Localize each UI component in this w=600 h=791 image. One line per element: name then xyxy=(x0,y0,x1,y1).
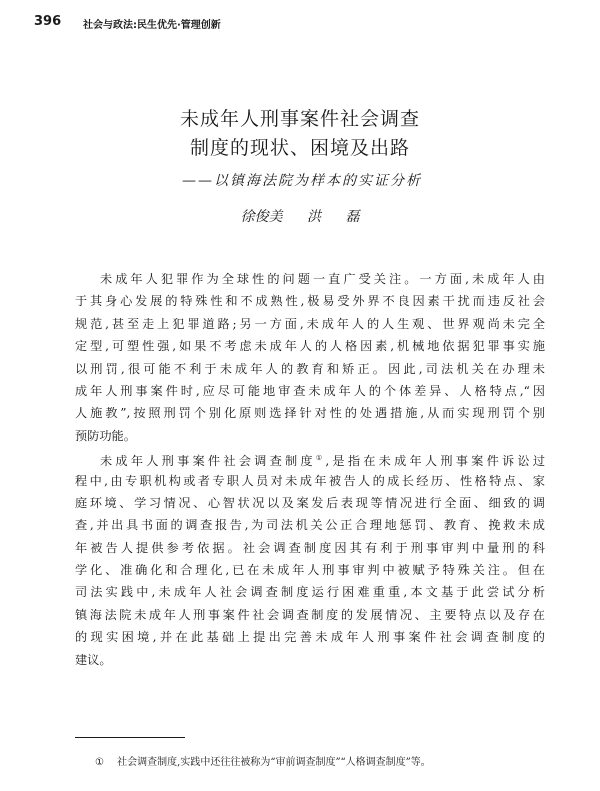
article-title-line-1: 未成年人刑事案件社会调查 xyxy=(179,108,420,130)
text-line: 人施教”,按照刑罚个别化原则选择针对性的处遇措施,从而实现刑罚个别 xyxy=(75,406,545,421)
text-fragment: ,是指在未成年人刑事案件诉讼过 xyxy=(325,454,545,469)
text-line: 学化、准确化和合理化,已在未成年人刑事审判中被赋予特殊关注。但在 xyxy=(75,563,545,578)
text-line: 查,并出具书面的调查报告,为司法机关公正合理地惩罚、教育、挽救未成 xyxy=(75,518,545,533)
footnote-reference[interactable]: ① xyxy=(315,454,326,463)
paragraph-2 xyxy=(75,447,545,671)
text-line: 规范,甚至走上犯罪道路;另一方面,未成年人的人生观、世界观尚未完全 xyxy=(75,316,545,331)
text-line: 于其身心发展的特殊性和不成熟性,极易受外界不良因素干扰而违反社会 xyxy=(75,294,545,309)
text-line: 年被告人提供参考依据。社会调查制度因其有利于刑事审判中量刑的科 xyxy=(75,540,545,555)
paragraph-1 xyxy=(75,268,545,447)
text-line: 预防功能。 xyxy=(75,428,136,443)
text-line: 的现实困境,并在此基础上提出完善未成年人刑事案件社会调查制度的 xyxy=(75,630,545,645)
text-line: 庭环境、学习情况、心智状况以及案发后表现等情况进行全面、细致的调 xyxy=(75,495,545,510)
text-line: 建议。 xyxy=(75,652,112,667)
text-fragment: 未成年人刑事案件社会调查制度 xyxy=(100,454,316,469)
text-line: 未成年人犯罪作为全球性的问题一直广受关注。一方面,未成年人由 xyxy=(100,272,545,286)
text-line: 司法实践中,未成年人社会调查制度运行困难重重,本文基于此尝试分析 xyxy=(75,585,545,600)
text-line: 定型,可塑性强,如果不考虑未成年人的人格因素,机械地依据犯罪事实施 xyxy=(75,339,545,354)
article-title-line-2: 制度的现状、困境及出路 xyxy=(189,137,410,159)
footnote xyxy=(95,753,431,768)
text-line: 成年人刑事案件时,应尽可能地审查未成年人的个体差异、人格特点,“因 xyxy=(75,383,545,398)
text-line: 以刑罚,很可能不利于未成年人的教育和矫正。因此,司法机关在办理未 xyxy=(75,361,545,376)
running-title: 社会与政法:民生优先·管理创新 xyxy=(83,20,221,31)
text-line xyxy=(75,447,545,469)
text-line: 镇海法院未成年人刑事案件社会调查制度的发展情况、主要特点以及存在 xyxy=(75,607,545,622)
page-number: 396 xyxy=(34,14,62,29)
article-authors: 徐俊美 洪 磊 xyxy=(240,209,360,225)
text-line: 程中,由专职机构或者专职人员对未成年被告人的成长经历、性格特点、家 xyxy=(75,473,545,488)
article-body xyxy=(75,268,545,671)
running-header xyxy=(34,14,574,34)
article-subtitle: ——以镇海法院为样本的实证分析 xyxy=(182,173,422,189)
footnote-text: 社会调查制度,实践中还往往被称为“审前调查制度”“人格调查制度”等。 xyxy=(117,757,431,768)
footnote-divider xyxy=(75,737,185,738)
footnote-mark: ① xyxy=(95,757,104,768)
